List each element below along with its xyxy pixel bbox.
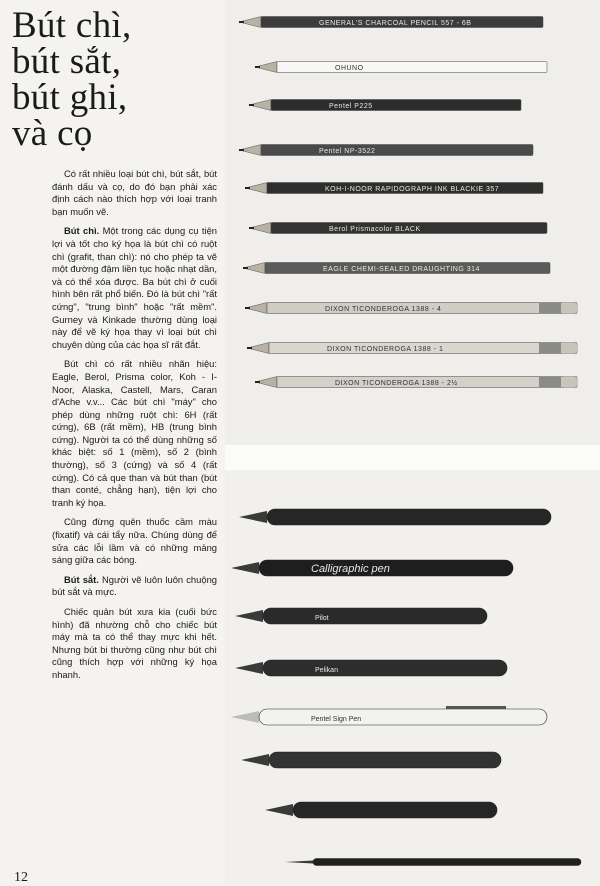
pen-label: Pelikan — [315, 667, 338, 674]
paragraph-pens — [52, 574, 217, 599]
pen-label: Pentel Sign Pen — [311, 716, 362, 723]
pencils-lead: Bút chì. — [64, 225, 100, 237]
paragraph-fixatif: Cũng đừng quên thuốc cầm màu (fixatif) và cái tẩy nữa. Chúng dùng để sửa các lỗi lầm và có những mảng sáng giữa các bóng. — [52, 516, 217, 566]
title-line-1: Bút chì, — [12, 5, 132, 46]
pencil-lead — [255, 66, 260, 68]
page-title — [12, 5, 212, 154]
pencil-label: DIXON TICONDEROGA 1388 - 2½ — [335, 380, 458, 387]
pen-tip — [239, 511, 267, 523]
pencil-lead — [249, 104, 254, 106]
pen-body — [259, 709, 547, 725]
pencil-eraser — [561, 377, 577, 388]
pen-tip — [265, 804, 293, 816]
pencil-label: KOH-I-NOOR RAPIDOGRAPH INK BLACKIE 357 — [325, 186, 500, 193]
pencil-lead — [243, 267, 248, 269]
pens-text: Người vẽ luôn luôn chuộng bút sắt và mực. — [52, 573, 217, 598]
pencil-body — [277, 62, 547, 73]
pens-lead: Bút sắt. — [64, 573, 99, 585]
tools-drawing — [225, 0, 600, 884]
paragraph-penholder: Chiếc quản bút xưa kia (cuối bức hình) đã nhường chỗ cho chiếc bút máy mà ta có thể thay mực khi hết. Nhưng bút bi thường cũng như bút chì cũng thích hợp với những ký họa nhanh. — [52, 606, 217, 680]
pen-body — [313, 859, 581, 866]
photo-drawing-tools — [225, 0, 600, 884]
title-line-2: bút sắt, — [12, 41, 122, 82]
title-line-3: bút ghi, — [12, 77, 128, 118]
pencil-ferrule — [539, 303, 561, 314]
pen-body — [263, 608, 487, 624]
pen-label: Calligraphic pen — [311, 563, 390, 575]
pencil-label: EAGLE CHEMI-SEALED DRAUGHTING 314 — [323, 266, 480, 273]
pen-body — [293, 802, 497, 818]
pencil-lead — [247, 347, 252, 349]
pencil-label: DIXON TICONDEROGA 1388 - 1 — [327, 346, 444, 353]
pencil-label: Berol Prismacolor BLACK — [329, 226, 421, 233]
pen-body — [263, 660, 507, 676]
pencil-ferrule — [539, 343, 561, 354]
pencils-text: Một trong các dụng cụ tiện lợi và tốt cho ký họa là bút chì có ruột chì (grafit, than chì): nó cho phép ta vẽ một đường đậm liền tục hoặc nhạt dần, và có thể xóa được. Ba bút chì ở cuối hình bên rất phổ biến. Đó là bút chì "rất cứng", "trung bình" hoặc "rất mềm". Gurney và Kinkade thường dùng loại này để vẽ ký họa thay vì loại bút chì chuyên dùng của các họa sĩ rất đắt. — [52, 225, 217, 350]
pencil-body — [271, 100, 521, 111]
title-line-4: và cọ — [12, 113, 93, 154]
pencil-ferrule — [539, 377, 561, 388]
pencil-lead — [239, 149, 244, 151]
pencil-lead — [249, 227, 254, 229]
pen-body — [267, 509, 551, 525]
pencil-lead — [245, 307, 250, 309]
pencil-eraser — [561, 343, 577, 354]
pencil-eraser — [561, 303, 577, 314]
pencil-lead — [239, 21, 244, 23]
pencil-label: DIXON TICONDEROGA 1388 - 4 — [325, 306, 442, 313]
body-column — [52, 168, 217, 689]
pen-tip — [235, 610, 263, 622]
pen-tip — [285, 861, 313, 864]
paragraph-pencils — [52, 225, 217, 351]
pen-body — [269, 752, 501, 768]
paragraph-brands: Bút chì có rất nhiều nhãn hiệu: Eagle, Berol, Prisma color, Koh - I-Noor, Alaska, Castell, Mars, Caran d'Ache v.v... Các bút chì "máy" cho phép dùng những ruột chì: 6H (rất cứng), 6B (rất mềm), HB (trung bình cứng). Người ta có thể dùng những số khác biệt: số 1 (mềm), số 2 (bình thường), số 3 (cứng) và số 4 (rất cứng). Có cả que than và bút than (bút than conté, chẳng hạn), tiện lợi cho tranh ký họa. — [52, 358, 217, 508]
paragraph-intro: Có rất nhiều loại bút chì, bút sắt, bút đánh dấu và cọ, do đó bạn phải xác định cách nào thích hợp với loại tranh bạn muốn vẽ. — [52, 168, 217, 217]
pencil-label: Pentel NP-3522 — [319, 148, 376, 155]
pen-clip — [446, 706, 506, 709]
pen-tip — [231, 562, 259, 574]
pencil-body — [261, 145, 533, 156]
pencil-label: GENERAL'S CHARCOAL PENCIL 557 - 6B — [319, 20, 472, 27]
pencil-lead — [255, 381, 260, 383]
pen-tip — [235, 662, 263, 674]
page-number: 12 — [14, 870, 28, 885]
pencil-label: OHUNO — [335, 65, 364, 72]
pencil-lead — [245, 187, 250, 189]
pen-label: Pilot — [315, 615, 329, 622]
pen-tip — [241, 754, 269, 766]
pen-tip — [231, 711, 259, 723]
pencil-label: Pentel P225 — [329, 103, 373, 110]
